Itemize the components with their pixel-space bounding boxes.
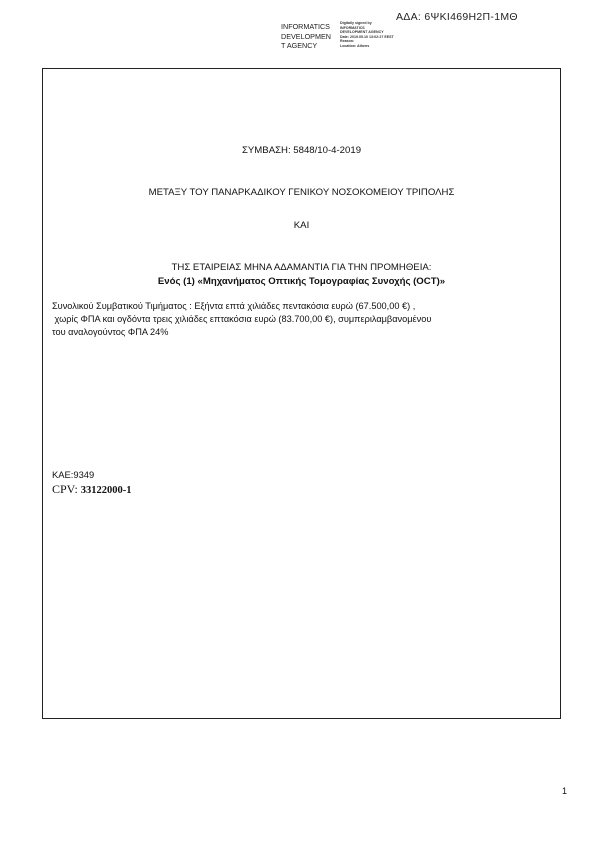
contract-number: ΣΥΜΒΑΣΗ: 5848/10-4-2019 [241, 145, 362, 156]
signature-detail-line: Date: 2019.05.10 13:02:27 EEST [340, 34, 394, 39]
signature-detail-line: INFORMATICS [340, 25, 365, 30]
company-line: ΤΗΣ ΕΤΑΙΡΕΙΑΣ ΜΗΝΑ ΑΔΑΜΑΝΤΙΑ ΓΙΑ ΤΗΝ ΠΡΟΜΗΘΕΙΑ: [171, 262, 432, 273]
ada-code: ΑΔΑ: 6ΨΚΙ469Η2Π-1ΜΘ [396, 11, 518, 23]
signature-detail-line: Reason: [340, 39, 355, 43]
kae-code: ΚΑΕ:9349 [52, 469, 95, 480]
value-line: Συνολικού Συμβατικού Τιμήματος : Εξήντα επτά χιλιάδες πεντακόσια ευρώ (67.500,00 €) , [52, 301, 416, 311]
cpv-code: 33122000-1 [80, 485, 132, 496]
agency-line: DEVELOPMEN [281, 31, 331, 41]
contract-parties-line: ΜΕΤΑΞΥ ΤΟΥ ΠΑΝΑΡΚΑΔΙΚΟΥ ΓΕΝΙΚΟΥ ΝΟΣΟΚΟΜΕΙΟΥ ΤΡΙΠΟΛΗΣ [148, 187, 455, 198]
agency-line: INFORMATICS [281, 22, 330, 31]
signature-detail-line: Location: Athens [340, 43, 370, 48]
signature-detail-line: Digitally signed by [340, 21, 372, 25]
agency-line: T AGENCY [281, 41, 318, 51]
cpv-label: CPV: [52, 482, 78, 496]
signature-agency-name [281, 22, 331, 51]
item-line: Ενός (1) «Μηχανήματος Οπτικής Τομογραφίας Συνοχής (OCT)» [157, 276, 446, 287]
value-line: χωρίς ΦΠΑ και ογδόντα τρεις χιλιάδες επτακόσια ευρώ (83.700,00 €), συμπεριλαμβανομένου [52, 314, 432, 324]
signature-detail-line: DEVELOPMENT AGENCY [340, 30, 384, 34]
and-line: ΚΑΙ [293, 220, 310, 231]
cpv-line [52, 482, 132, 497]
value-line: του αναλογούντος ΦΠΑ 24% [52, 327, 169, 337]
digital-signature-details [340, 21, 394, 48]
contract-value-paragraph [52, 300, 557, 339]
page-number: 1 [562, 786, 568, 796]
cover-frame [42, 68, 561, 719]
